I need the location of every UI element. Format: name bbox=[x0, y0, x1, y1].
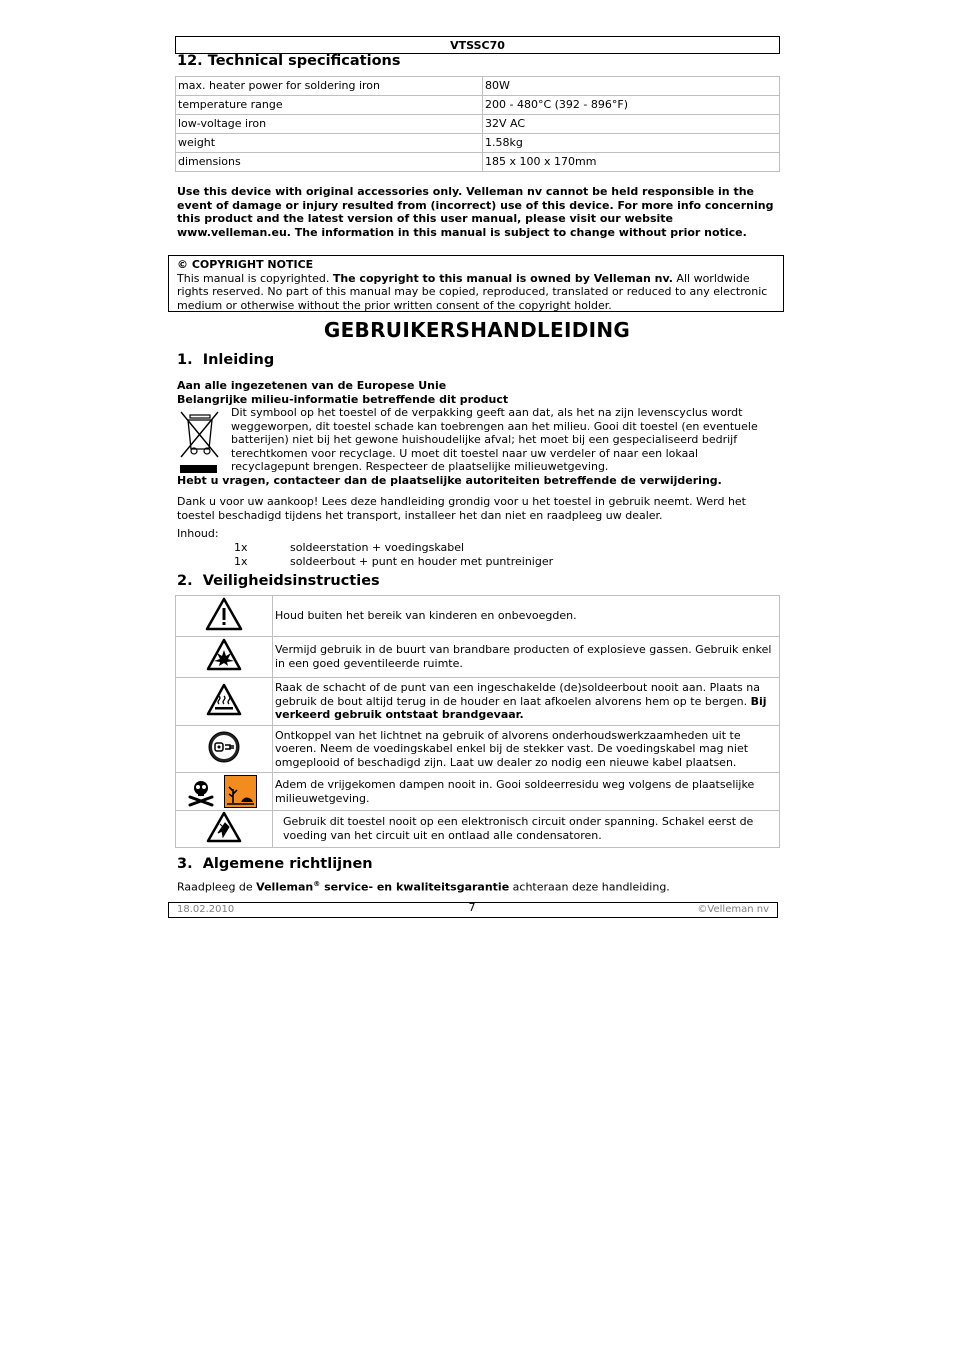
table-row: max. heater power for soldering iron 80W bbox=[176, 77, 780, 96]
table-row: Ontkoppel van het lichtnet na gebruik of alvorens onderhoudswerkzaamheden uit te voeren. Neem de voedingskabel enkel bij de stekker vast. De voedingskabel mag niet omgeplooid of beschadigd zijn. Laat uw dealer zo nodig een nieuwe kabel plaatsen. bbox=[176, 726, 780, 773]
table-row: dimensions 185 x 100 x 170mm bbox=[176, 153, 780, 172]
warranty-reference: Raadpleeg de Velleman® service- en kwaliteitsgarantie achteraan deze handleiding. bbox=[177, 880, 670, 894]
table-row: Raak de schacht of de punt van een ingeschakelde (de)soldeerbout nooit aan. Plaats na gebruik de bout altijd terug in de houder en laat afkoelen alvorens hem op te bergen. Bij verkeerd gebruik ontstaat brandgevaar. bbox=[176, 678, 780, 726]
copyright-box bbox=[168, 255, 784, 312]
document-footer bbox=[168, 902, 778, 918]
manual-title: GEBRUIKERSHANDLEIDING bbox=[323, 318, 631, 342]
weee-text: Dit symbool op het toestel of de verpakking geeft aan dat, als het na zijn levenscyclus wordt weggeworpen, dit toestel schade kan toebrengen aan het milieu. Gooi dit toestel (en eventuele batterijen) niet bij het gewone huishoudelijke afval; het moet bij een gespecialiseerd bedrijf terechtkomen voor recyclage. U moet dit toestel naar uw verdeler of naar een lokaal recyclagepunt brengen. Respecteer de plaatselijke milieuwetgeving. bbox=[231, 406, 758, 474]
explosive-hazard-icon bbox=[206, 638, 242, 672]
contents-label: Inhoud: bbox=[177, 527, 219, 540]
warning-triangle-icon bbox=[204, 596, 244, 632]
copyright-title: © COPYRIGHT NOTICE bbox=[177, 258, 314, 271]
table-row: Adem de vrijgekomen dampen nooit in. Gooi soldeerresidu weg volgens de plaatselijke milieuwetgeving. bbox=[176, 773, 780, 811]
section-heading-intro: 1. Inleiding bbox=[177, 352, 275, 368]
table-row: Vermijd gebruik in de buurt van brandbare producten of explosieve gassen. Gebruik enkel in een goed geventileerde ruimte. bbox=[176, 637, 780, 678]
safety-table bbox=[175, 595, 780, 848]
accessories-notice: Use this device with original accessories only. Velleman nv cannot be held responsible in the event of damage or injury resulted from (incorrect) use of this device. For more info concerning this product and the latest version of this user manual, please visit our website www.velleman.eu. The information in this manual is subject to change without prior notice. bbox=[177, 185, 774, 239]
footer-date: 18.02.2010 bbox=[177, 904, 235, 915]
table-row: temperature range 200 - 480°C (392 - 896°F) bbox=[176, 96, 780, 115]
disposal-questions: Hebt u vragen, contacteer dan de plaatselijke autoriteiten betreffende de verwijdering. bbox=[177, 474, 722, 487]
env-info-title: Belangrijke milieu-informatie betreffende dit product bbox=[177, 393, 509, 406]
document-header bbox=[175, 36, 780, 54]
weee-bin-icon bbox=[178, 407, 222, 475]
environment-hazard-icon bbox=[224, 775, 257, 808]
electric-shock-icon bbox=[206, 811, 242, 843]
table-row: weight 1.58kg bbox=[176, 134, 780, 153]
hot-surface-icon bbox=[206, 683, 242, 717]
list-item: 1x soldeerstation + voedingskabel bbox=[234, 541, 465, 554]
table-row: low-voltage iron 32V AC bbox=[176, 115, 780, 134]
section-heading-safety: 2. Veiligheidsinstructies bbox=[177, 573, 380, 589]
model-number: VTSSC70 bbox=[450, 39, 505, 52]
section-heading-general: 3. Algemene richtlijnen bbox=[177, 856, 373, 872]
table-row: Houd buiten het bereik van kinderen en onbevoegden. bbox=[176, 596, 780, 637]
footer-copyright: ©Velleman nv bbox=[697, 904, 769, 915]
spec-table bbox=[175, 76, 780, 172]
section-heading-specs: 12. Technical specifications bbox=[177, 53, 401, 69]
thanks-text: Dank u voor uw aankoop! Lees deze handleiding grondig voor u het toestel in gebruik neemt. Werd het toestel beschadigd tijdens het transport, installeer het dan niet en raadpleeg uw dealer. bbox=[177, 495, 746, 522]
unplug-icon bbox=[207, 730, 241, 764]
list-item: 1x soldeerbout + punt en houder met puntreiniger bbox=[234, 555, 554, 568]
toxic-icon bbox=[186, 777, 216, 807]
eu-residents: Aan alle ingezetenen van de Europese Unie bbox=[177, 379, 447, 392]
page-number: 7 bbox=[468, 901, 476, 914]
copyright-text: This manual is copyrighted. The copyright to this manual is owned by Velleman nv. All worldwide rights reserved. No part of this manual may be copied, reproduced, translated or reduced to any electronic medium or otherwise without the prior written consent of the copyright holder. bbox=[177, 271, 768, 312]
table-row: Gebruik dit toestel nooit op een elektronisch circuit onder spanning. Schakel eerst de voeding van het circuit uit en ontlaad alle condensatoren. bbox=[176, 811, 780, 848]
